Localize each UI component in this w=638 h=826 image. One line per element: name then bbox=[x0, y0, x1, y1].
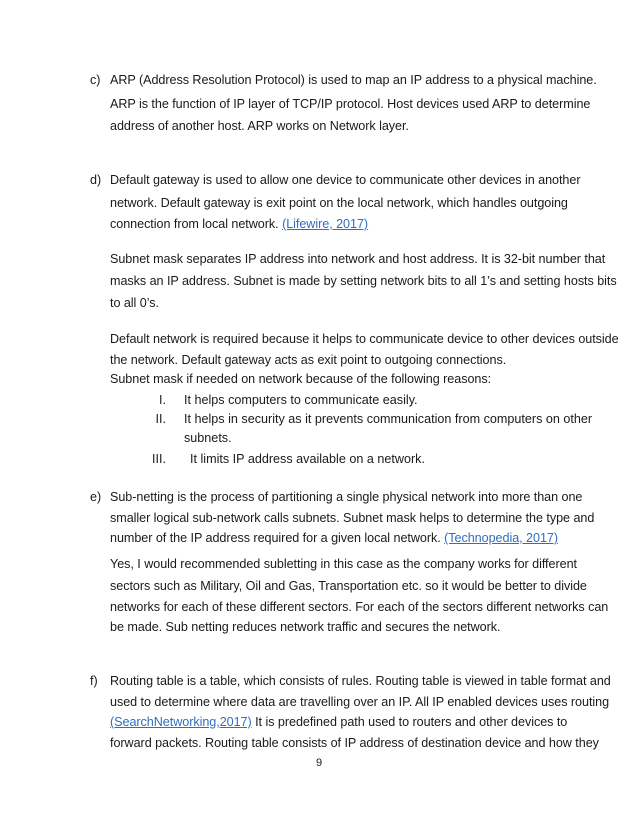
text-line: ARP (Address Resolution Protocol) is used to map an IP address to a physical machine. bbox=[110, 73, 597, 87]
citation-link[interactable]: (Lifewire, 2017) bbox=[282, 217, 369, 231]
text-line: smaller logical sub-network calls subnets. Subnet mask helps to determine the type and bbox=[110, 511, 595, 525]
roman-numeral: II. bbox=[155, 412, 166, 426]
text-line: forward packets. Routing table consists of IP address of destination device and how they bbox=[110, 736, 599, 750]
text-line: Subnet mask if needed on network because of the following reasons: bbox=[110, 372, 492, 386]
list-item: It helps in security as it prevents communication from computers on other bbox=[184, 412, 593, 426]
text-line: be made. Sub netting reduces network traffic and secures the network. bbox=[110, 620, 501, 634]
text-line: the network. Default gateway acts as exit point to outgoing connections. bbox=[110, 353, 507, 367]
page-number: 9 bbox=[315, 757, 323, 769]
text-line: Default gateway is used to allow one device to communicate other devices in another bbox=[110, 173, 581, 187]
item-label-f: f) bbox=[90, 674, 98, 688]
text-line bbox=[110, 714, 567, 730]
text-line: masks an IP address. Subnet is made by setting network bits to all 1’s and setting hosts bits bbox=[110, 274, 617, 288]
roman-numeral: I. bbox=[159, 393, 166, 407]
text-line: to all 0’s. bbox=[110, 296, 159, 310]
text-line: sectors such as Military, Oil and Gas, Transportation etc. so it would be better to divide bbox=[110, 579, 587, 593]
list-item: It limits IP address available on a network. bbox=[190, 452, 425, 466]
line-text: It is predefined path used to routers and other devices to bbox=[251, 715, 568, 729]
roman-numeral: III. bbox=[152, 452, 166, 466]
text-line: Default network is required because it helps to communicate device to other devices outside bbox=[110, 332, 619, 346]
text-line: ARP is the function of IP layer of TCP/IP protocol. Host devices used ARP to determine bbox=[110, 97, 591, 111]
text-line: address of another host. ARP works on Network layer. bbox=[110, 119, 409, 133]
text-line: Subnet mask separates IP address into network and host address. It is 32-bit number that bbox=[110, 252, 606, 266]
item-label-c: c) bbox=[90, 73, 101, 87]
text-line: networks for each of these different sectors. For each of the sectors different networks can bbox=[110, 600, 609, 614]
item-label-d: d) bbox=[90, 173, 102, 187]
line-text: connection from local network. bbox=[110, 217, 279, 231]
text-line bbox=[110, 216, 368, 232]
text-line bbox=[110, 530, 558, 546]
text-line: Yes, I would recommended subletting in this case as the company works for different bbox=[110, 557, 577, 571]
citation-link[interactable]: (SearchNetworking,2017) bbox=[110, 715, 252, 729]
text-line: Sub-netting is the process of partitioning a single physical network into more than one bbox=[110, 490, 583, 504]
item-label-e: e) bbox=[90, 490, 102, 504]
line-text: number of the IP address required for a given local network. bbox=[110, 531, 441, 545]
text-line: Routing table is a table, which consists of rules. Routing table is viewed in table format and bbox=[110, 674, 611, 688]
list-item: It helps computers to communicate easily. bbox=[184, 393, 418, 407]
text-line: used to determine where data are travelling over an IP. All IP enabled devices uses routing bbox=[110, 695, 610, 709]
text-line: network. Default gateway is exit point on the local network, which handles outgoing bbox=[110, 196, 568, 210]
citation-link[interactable]: (Technopedia, 2017) bbox=[444, 531, 559, 545]
list-item-continuation: subnets. bbox=[184, 431, 232, 445]
